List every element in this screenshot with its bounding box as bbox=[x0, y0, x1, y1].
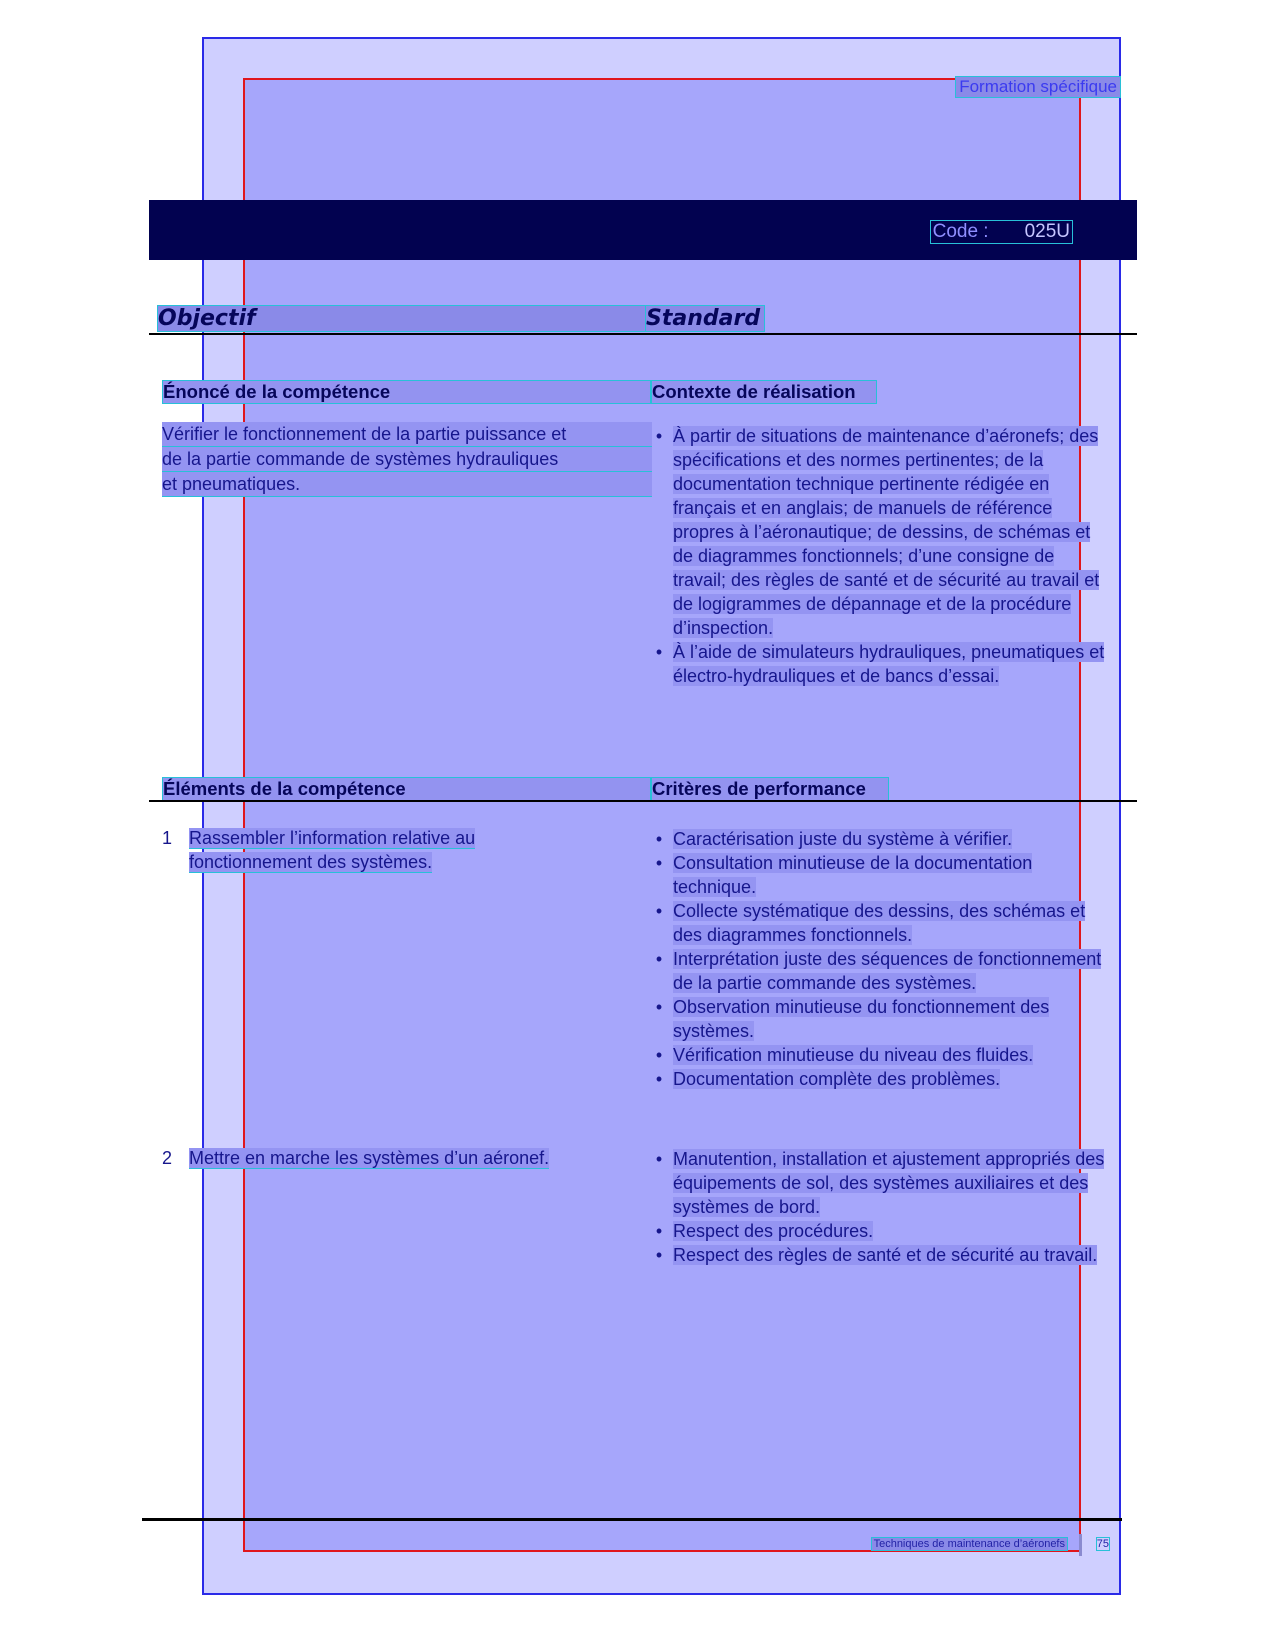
statement-line: de la partie commande de systèmes hydrauliques bbox=[162, 447, 652, 472]
list-item: • Respect des procédures. bbox=[651, 1219, 1111, 1243]
list-item: • À l’aide de simulateurs hydrauliques, pneumatiques et électro-hydrauliques et de bancs d’essai. bbox=[651, 640, 1111, 688]
list-item: • Collecte systématique des dessins, des schémas et des diagrammes fonctionnels. bbox=[651, 899, 1111, 947]
competency-code bbox=[930, 220, 1073, 244]
element-number: 1 bbox=[162, 828, 173, 848]
context-heading: Contexte de réalisation bbox=[651, 380, 877, 404]
page-frame-inner bbox=[243, 78, 1081, 1552]
running-head: Formation spécifique bbox=[955, 76, 1121, 98]
bullet-icon: • bbox=[655, 1069, 663, 1089]
bullet-icon: • bbox=[655, 1245, 663, 1265]
bullet-icon: • bbox=[655, 853, 663, 873]
footer-divider bbox=[1079, 1534, 1082, 1556]
section-rule bbox=[149, 800, 1137, 802]
criteria-list-1 bbox=[651, 827, 1111, 1091]
bullet-icon: • bbox=[655, 829, 663, 849]
statement-text bbox=[162, 422, 652, 497]
list-item: • Vérification minutieuse du niveau des fluides. bbox=[651, 1043, 1111, 1067]
list-item: • Respect des règles de santé et de sécurité au travail. bbox=[651, 1243, 1111, 1267]
context-list bbox=[651, 424, 1111, 688]
bullet-icon: • bbox=[655, 642, 663, 662]
bullet-icon: • bbox=[655, 426, 663, 446]
code-label: Code : bbox=[932, 221, 989, 242]
list-item: • Interprétation juste des séquences de fonctionnement de la partie commande des systèmes. bbox=[651, 947, 1111, 995]
statement-line: Vérifier le fonctionnement de la partie puissance et bbox=[162, 422, 652, 447]
competency-element-1 bbox=[162, 826, 562, 874]
header-rule bbox=[149, 333, 1137, 335]
criteria-list-2 bbox=[651, 1147, 1111, 1267]
criteria-heading: Critères de performance bbox=[651, 777, 889, 801]
list-item: • Consultation minutieuse de la documentation technique. bbox=[651, 851, 1111, 899]
statement-line: et pneumatiques. bbox=[162, 472, 652, 497]
competency-element-2 bbox=[162, 1146, 632, 1170]
page-number: 75 bbox=[1096, 1538, 1109, 1550]
bullet-icon: • bbox=[655, 997, 663, 1017]
list-item: • Manutention, installation et ajustement appropriés des équipements de sol, des systèmes auxiliaires et des systèmes de bord. bbox=[651, 1147, 1111, 1219]
element-number: 2 bbox=[162, 1148, 173, 1168]
bullet-icon: • bbox=[655, 1221, 663, 1241]
bullet-icon: • bbox=[655, 949, 663, 969]
list-item: • Observation minutieuse du fonctionnement des systèmes. bbox=[651, 995, 1111, 1043]
element-text: Rassembler l’information relative au fonctionnement des systèmes. bbox=[189, 828, 476, 872]
footer-rule bbox=[142, 1518, 1122, 1521]
elements-heading: Éléments de la compétence bbox=[162, 777, 651, 801]
code-value: 025U bbox=[1024, 221, 1070, 242]
bullet-icon: • bbox=[655, 901, 663, 921]
list-item: • Caractérisation juste du système à vérifier. bbox=[651, 827, 1111, 851]
statement-heading: Énoncé de la compétence bbox=[162, 380, 651, 404]
column-heading-objectif: Objectif bbox=[157, 305, 647, 332]
column-heading-standard: Standard bbox=[645, 305, 765, 332]
list-item: • À partir de situations de maintenance d’aéronefs; des spécifications et des normes pertinentes; de la documentation technique pertinente rédigée en français et en anglais; de manuels de référence propres à l’aéronautique; de dessins, de schémas et de diagrammes fonctionnels; d’une consigne de travail; des règles de santé et de sécurité au travail et de logigrammes de dépannage et de la procédure d’inspection. bbox=[651, 424, 1111, 640]
footer-title: Techniques de maintenance d’aéronefs bbox=[871, 1537, 1068, 1551]
element-text: Mettre en marche les systèmes d’un aéronef. bbox=[189, 1148, 550, 1168]
list-item: • Documentation complète des problèmes. bbox=[651, 1067, 1111, 1091]
bullet-icon: • bbox=[655, 1149, 663, 1169]
bullet-icon: • bbox=[655, 1045, 663, 1065]
